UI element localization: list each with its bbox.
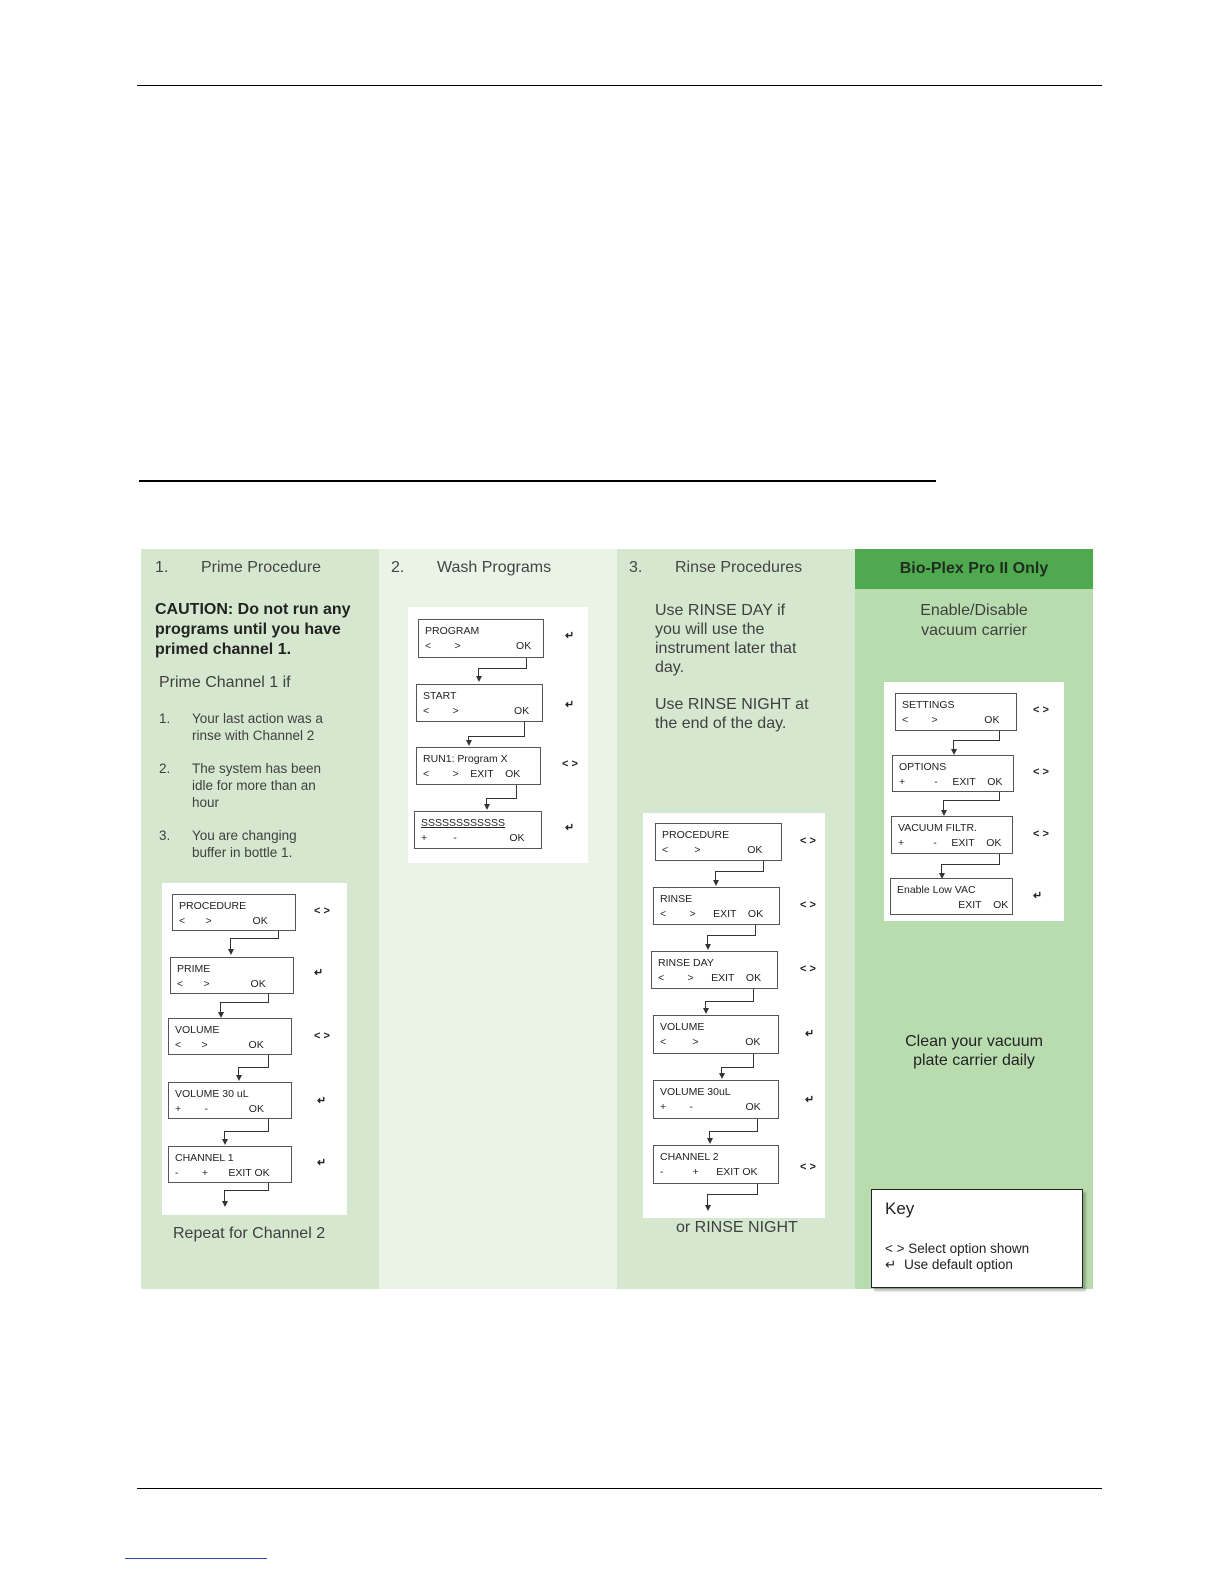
lcd-line-1: VOLUME 30 uL (175, 1088, 249, 1100)
flow-connector (478, 668, 479, 676)
column-title: Bio-Plex Pro II Only (899, 560, 1049, 577)
flow-connector (707, 1184, 758, 1195)
default-option-icon: ↵ (565, 699, 575, 711)
lcd-line-1: PROCEDURE (179, 900, 247, 912)
flow-arrow-icon (222, 1139, 228, 1145)
lcd-line-1: START (423, 690, 457, 702)
flow-connector (486, 785, 517, 799)
flow-connector (705, 989, 754, 1002)
rinse-day-text: Use RINSE DAY if you will use the instrument later that day. (655, 602, 797, 676)
prime-intro: Prime Channel 1 if (159, 674, 291, 691)
flow-arrow-icon (228, 949, 234, 955)
lcd-line-1: PRIME (177, 963, 211, 975)
lcd-screen (168, 1146, 292, 1183)
lcd-line-2: < > OK (660, 1036, 761, 1048)
flow-arrow-icon (705, 1205, 711, 1211)
flow-connector (224, 1119, 269, 1132)
default-option-icon: ↵ (805, 1028, 815, 1040)
vacuum-intro: Enable/Disable vacuum carrier (920, 602, 1028, 639)
lcd-line-1: VOLUME (175, 1024, 220, 1036)
lcd-line-2: + - OK (660, 1101, 761, 1113)
column-footer: Repeat for Channel 2 (173, 1225, 326, 1242)
lcd-line-1: RUN1: Program X (423, 753, 508, 765)
lcd-line-1: SETTINGS (902, 699, 955, 711)
lcd-line-2: < > OK (902, 714, 1000, 726)
select-option-icon: < > (562, 758, 578, 770)
section-rule (139, 480, 936, 482)
rinse-procedures-column (617, 549, 855, 1289)
flow-connector (238, 1055, 269, 1068)
select-option-icon: < > (885, 1241, 905, 1256)
footer-rule (137, 1488, 1102, 1489)
flow-connector (941, 854, 1000, 865)
column-title: Prime Procedure (201, 559, 322, 576)
flow-connector (220, 994, 269, 1003)
condition-text: The system has been idle for more than an hour (192, 761, 322, 810)
lcd-line-1: VOLUME 30uL (660, 1086, 731, 1098)
flow-connector (943, 792, 1000, 801)
lcd-screen (890, 878, 1013, 915)
wash-programs-column (379, 549, 617, 1289)
default-option-icon: ↵ (317, 1157, 327, 1169)
flow-connector (709, 1131, 710, 1138)
column-number: 2. (391, 559, 405, 576)
flow-connector (224, 1131, 225, 1139)
prime-procedure-column (141, 549, 379, 1289)
default-option-icon: ↵ (565, 822, 575, 834)
lcd-line-2: < > OK (177, 978, 266, 990)
lcd-line-2: + - EXIT OK (899, 776, 1003, 788)
flow-arrow-icon (484, 804, 490, 810)
lcd-line-1: VOLUME (660, 1021, 705, 1033)
lcd-screen (172, 894, 296, 931)
legend-row (885, 1241, 1029, 1256)
lcd-line-2: < > OK (662, 844, 763, 856)
flow-arrow-icon (236, 1075, 242, 1081)
default-option-icon: ↵ (565, 630, 575, 642)
flow-arrow-icon (466, 740, 472, 746)
lcd-line-1: RINSE (660, 893, 693, 905)
select-option-icon: < > (1033, 828, 1049, 840)
flow-connector (707, 935, 708, 944)
lcd-screen (653, 1145, 779, 1184)
flow-arrow-icon (707, 1138, 713, 1144)
condition-number: 3. (159, 828, 171, 843)
flow-connector (709, 1119, 758, 1132)
flow-connector (230, 938, 231, 949)
flow-connector (220, 1002, 221, 1012)
lcd-screen (892, 755, 1014, 792)
flow-arrow-icon (705, 944, 711, 950)
rinse-flow-panel (643, 813, 825, 1218)
lcd-line-2: - + EXIT OK (175, 1167, 270, 1179)
lcd-screen (653, 1080, 779, 1119)
lcd-screen (891, 816, 1013, 854)
select-option-icon: < > (1033, 704, 1049, 716)
column-title: Wash Programs (437, 559, 552, 576)
vacuum-care-note: Clean your vacuum plate carrier daily (905, 1033, 1043, 1069)
lcd-line-2: < > EXIT OK (658, 972, 762, 984)
flow-connector (238, 1067, 239, 1075)
lcd-line-2: - + EXIT OK (660, 1166, 758, 1178)
lcd-screen (653, 887, 780, 925)
flow-connector (707, 925, 756, 936)
legend-box (871, 1189, 1083, 1288)
flow-arrow-icon (719, 1073, 725, 1079)
header-rule (137, 85, 1102, 86)
column-number: 1. (155, 559, 169, 576)
rinse-night-text: Use RINSE NIGHT at the end of the day. (655, 696, 809, 732)
flow-connector (953, 731, 1000, 741)
flow-arrow-icon (713, 880, 719, 886)
lcd-line-2: < > EXIT OK (423, 768, 521, 780)
default-option-icon: ↵ (805, 1094, 815, 1106)
condition-text: You are changing buffer in bottle 1. (192, 828, 297, 860)
select-option-icon: < > (314, 905, 330, 917)
flow-connector (715, 861, 764, 872)
lcd-line-1: SSSSSSSSSSSS (421, 817, 506, 829)
lcd-line-2: < > EXIT OK (660, 908, 764, 920)
flow-connector (715, 871, 716, 880)
select-option-icon: < > (314, 1030, 330, 1042)
vacuum-flow-panel (884, 682, 1064, 921)
lcd-line-2: EXIT OK (897, 899, 1009, 911)
legend-label: Use default option (904, 1257, 1013, 1272)
flow-connector (953, 740, 954, 749)
caution-text: CAUTION: Do not run any programs until you have primed channel 1. (155, 601, 351, 658)
select-option-icon: < > (800, 1161, 816, 1173)
lcd-screen (653, 1015, 779, 1054)
condition-number: 1. (159, 711, 171, 726)
legend-label: Select option shown (908, 1241, 1030, 1256)
flow-arrow-icon (703, 1008, 709, 1014)
lcd-line-1: PROCEDURE (662, 829, 730, 841)
select-option-icon: < > (800, 963, 816, 975)
default-option-icon: ↵ (1033, 890, 1043, 902)
lcd-screen (651, 951, 778, 989)
lcd-line-1: Enable Low VAC (897, 884, 976, 896)
default-option-icon: ↵ (885, 1257, 897, 1272)
default-option-icon: ↵ (314, 967, 324, 979)
lcd-line-1: RINSE DAY (658, 957, 714, 969)
wash-flow-panel (408, 607, 588, 863)
lcd-line-1: OPTIONS (899, 761, 947, 773)
flow-arrow-icon (222, 1201, 228, 1207)
lcd-screen (416, 747, 541, 785)
column-footer: or RINSE NIGHT (676, 1219, 798, 1236)
lcd-line-1: PROGRAM (425, 625, 480, 637)
flow-connector (707, 1194, 708, 1205)
lcd-screen (170, 957, 294, 994)
lcd-screen (168, 1018, 292, 1055)
column-title: Rinse Procedures (675, 559, 803, 576)
legend-title: Key (885, 1199, 915, 1218)
prime-flow-panel (162, 883, 347, 1215)
lcd-line-2: + - EXIT OK (898, 837, 1002, 849)
flow-connector (224, 1190, 225, 1201)
lcd-screen (418, 619, 544, 658)
footer-link-underline (125, 1558, 267, 1559)
bio-plex-column (855, 549, 1093, 1289)
select-option-icon: < > (800, 899, 816, 911)
lcd-line-1: VACUUM FILTR. (898, 822, 977, 834)
flow-connector (224, 1183, 269, 1191)
lcd-line-1: CHANNEL 2 (660, 1151, 719, 1163)
select-option-icon: < > (800, 835, 816, 847)
default-option-icon: ↵ (317, 1095, 327, 1107)
lcd-line-2: < > OK (423, 705, 530, 717)
select-option-icon: < > (1033, 766, 1049, 778)
flow-connector (478, 658, 527, 669)
lcd-line-2: < > OK (175, 1039, 264, 1051)
condition-number: 2. (159, 761, 171, 776)
flow-connector (705, 1001, 706, 1008)
lcd-line-2: + - OK (421, 832, 525, 844)
flow-connector (943, 800, 944, 810)
lcd-line-2: + - OK (175, 1103, 264, 1115)
lcd-screen (414, 811, 542, 849)
lcd-line-1: CHANNEL 1 (175, 1152, 234, 1164)
lcd-screen (168, 1082, 292, 1119)
lcd-screen (655, 823, 782, 861)
flow-connector (468, 722, 525, 737)
legend-row (885, 1257, 1013, 1273)
flow-arrow-icon (476, 676, 482, 682)
lcd-line-2: < > OK (179, 915, 268, 927)
column-number: 3. (629, 559, 643, 576)
flow-connector (230, 931, 279, 939)
lcd-screen (416, 684, 543, 722)
lcd-line-2: < > OK (425, 640, 532, 652)
flow-connector (721, 1054, 754, 1068)
lcd-screen (895, 693, 1017, 731)
flow-connector (941, 864, 942, 873)
condition-text: Your last action was a rinse with Channel 2 (192, 711, 323, 743)
